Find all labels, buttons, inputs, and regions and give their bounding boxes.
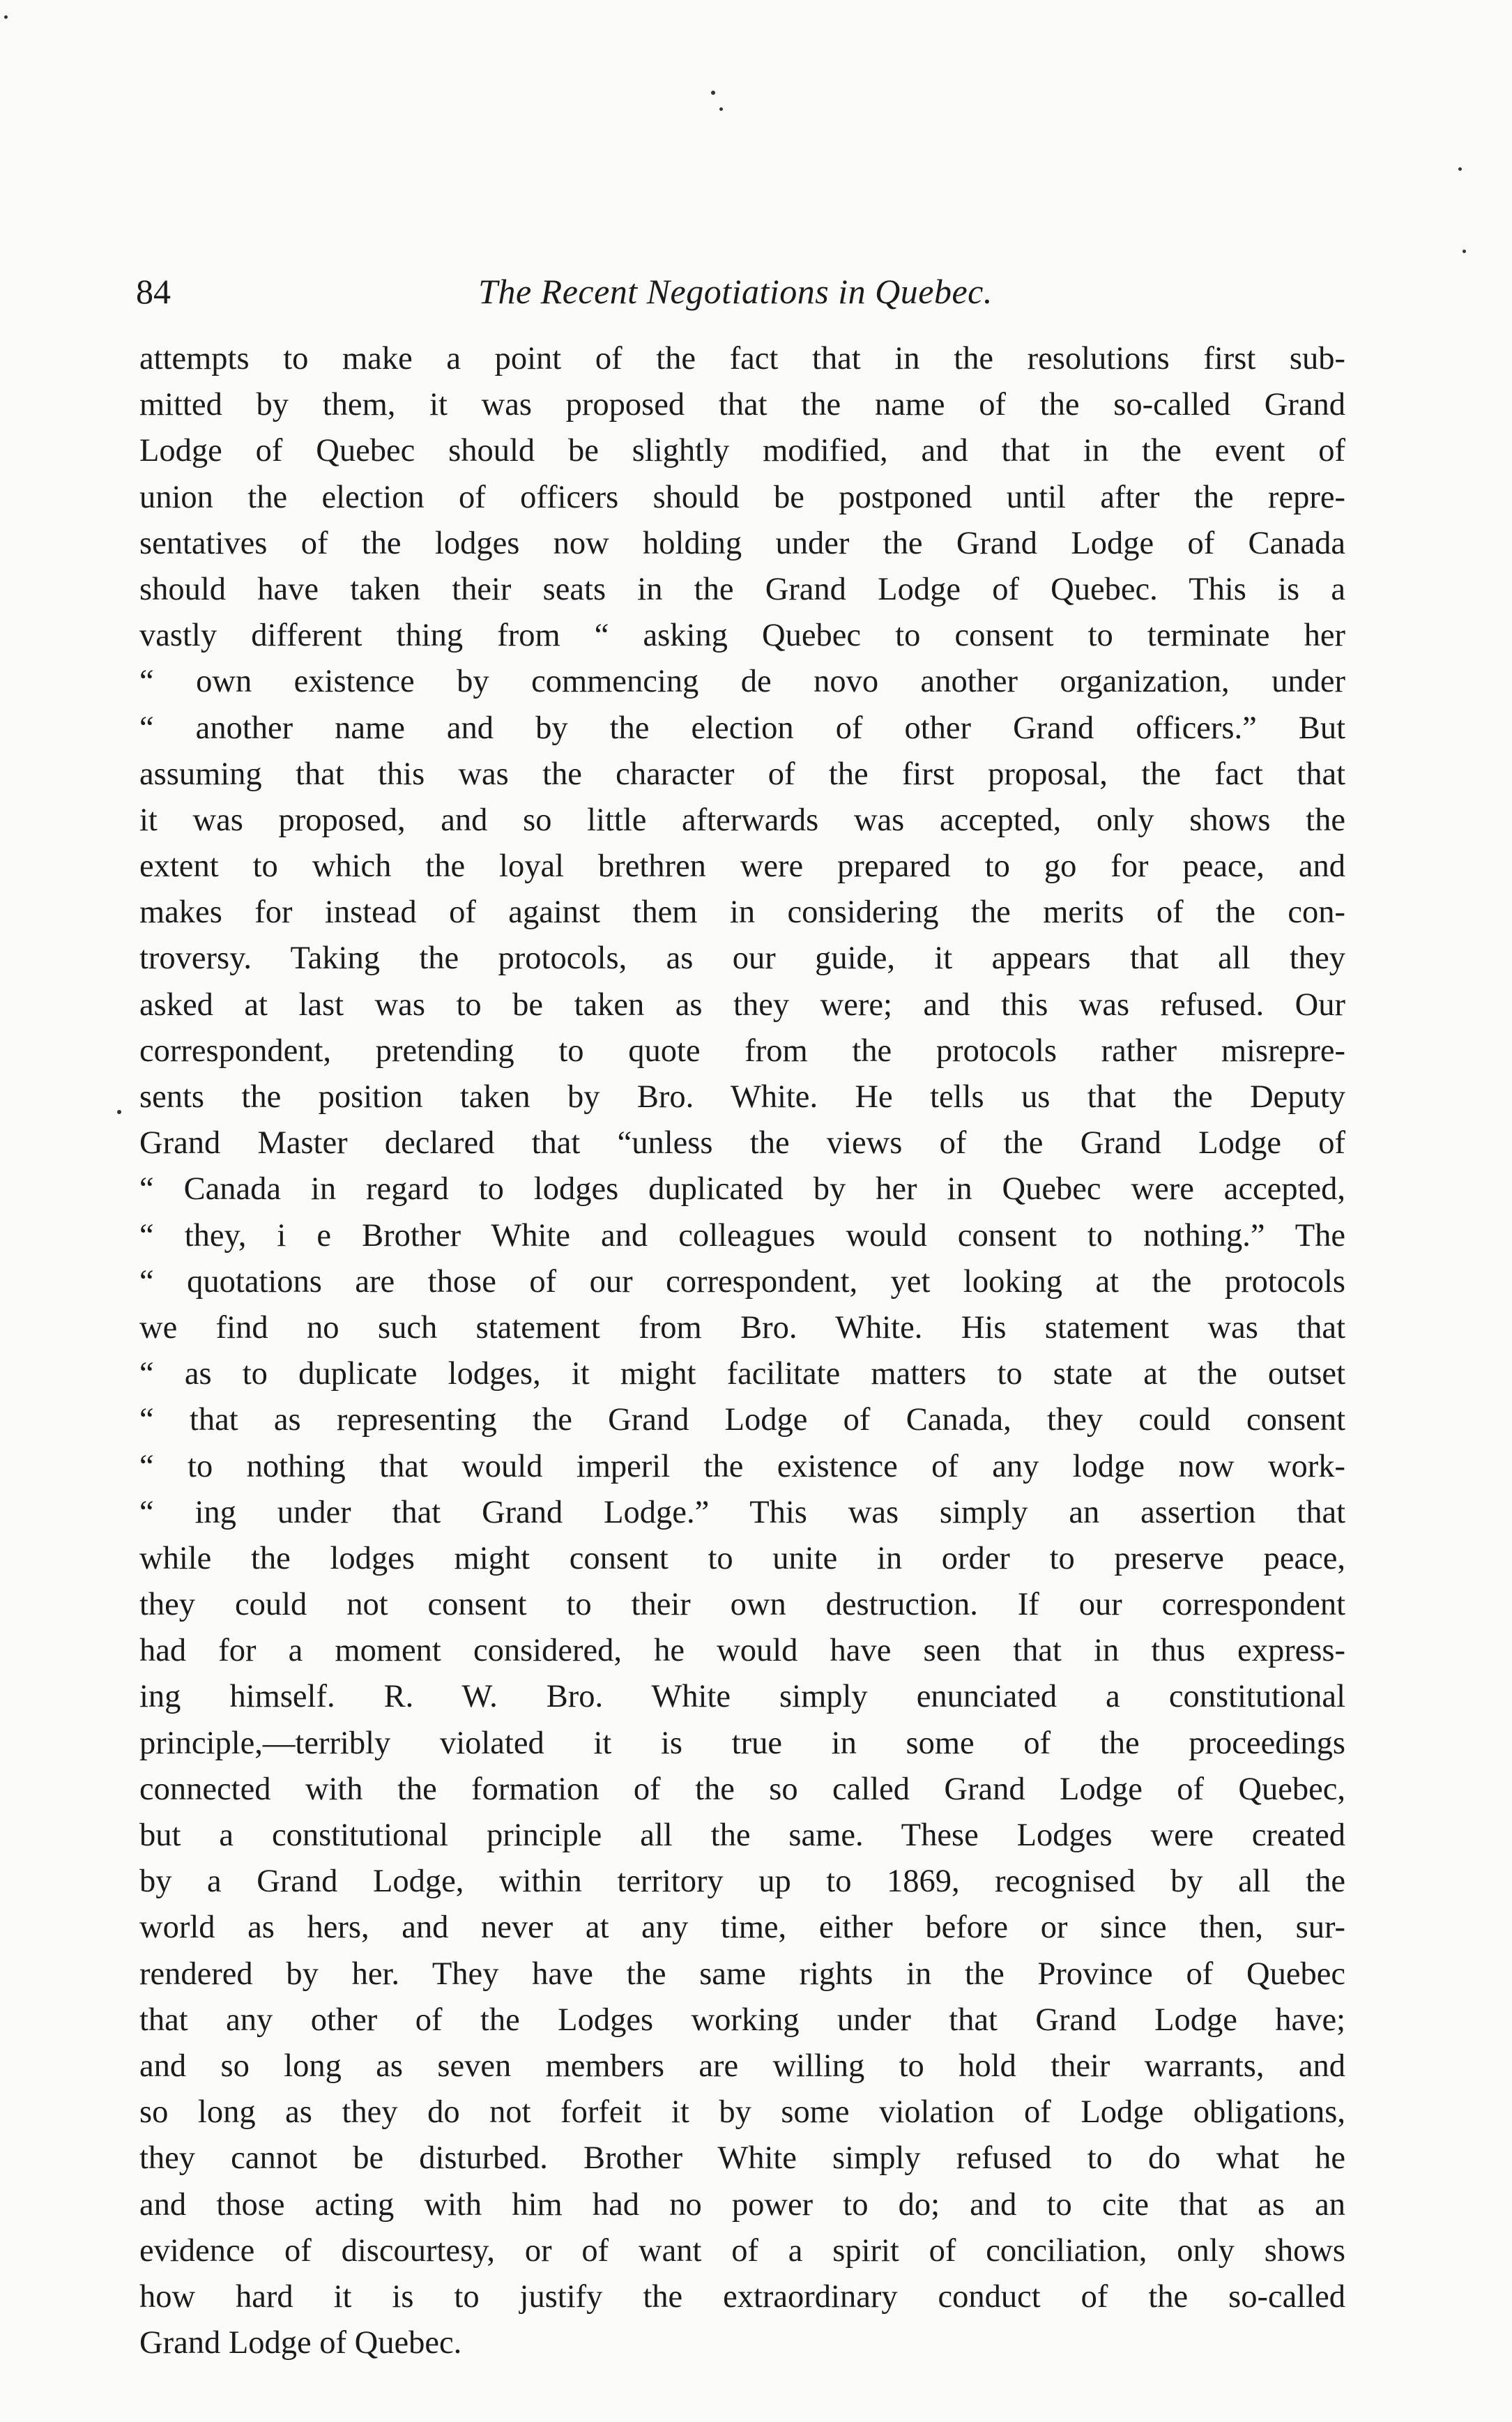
body-text [139, 336, 1345, 2366]
text-line: “ to nothing that would imperil the existence of any lodge now work- [139, 1448, 1345, 1484]
text-line: so long as they do not forfeit it by some violation of Lodge obligations, [139, 2094, 1345, 2131]
running-title: The Recent Negotiations in Quebec. [478, 272, 993, 311]
text-line: how hard it is to justify the extraordinary conduct of the so-called [139, 2278, 1345, 2315]
text-line: attempts to make a point of the fact that in the resolutions first sub- [139, 341, 1345, 376]
text-line: Lodge of Quebec should be slightly modified, and that in the event of [139, 433, 1345, 469]
text-line: mitted by them, it was proposed that the name of the so-called Grand [139, 387, 1345, 423]
ink-speck [719, 107, 723, 111]
text-line: union the election of officers should be postponed until after the repre- [139, 479, 1345, 515]
text-line: rendered by her. They have the same rights in the Province of Quebec [139, 1956, 1345, 1992]
text-line: sentatives of the lodges now holding under the Grand Lodge of Canada [139, 525, 1345, 561]
text-line: “ own existence by commencing de novo another organization, under [139, 664, 1345, 700]
text-line: Grand Lodge of Quebec. [139, 2325, 462, 2361]
ink-speck [1458, 167, 1462, 171]
text-line: and so long as seven members are willing to hold their warrants, and [139, 2048, 1345, 2084]
text-line: world as hers, and never at any time, either before or since then, sur- [139, 1910, 1345, 1946]
ink-speck [4, 15, 8, 19]
text-line: had for a moment considered, he would have seen that in thus express- [139, 1633, 1345, 1669]
text-line: they could not consent to their own destruction. If our correspondent [139, 1587, 1345, 1623]
text-line: makes for instead of against them in considering the merits of the con- [139, 894, 1345, 931]
text-line: that any other of the Lodges working under that Grand Lodge have; [139, 2002, 1345, 2038]
text-line: they cannot be disturbed. Brother White simply refused to do what he [139, 2140, 1345, 2177]
text-line: vastly different thing from “ asking Quebec to consent to terminate her [139, 618, 1345, 654]
text-line: “ that as representing the Grand Lodge of Canada, they could consent [139, 1402, 1345, 1438]
text-line: “ ing under that Grand Lodge.” This was simply an assertion that [139, 1494, 1345, 1530]
text-line: extent to which the loyal brethren were prepared to go for peace, and [139, 848, 1345, 885]
text-line: we find no such statement from Bro. White. His statement was that [139, 1309, 1345, 1346]
page-header [136, 264, 1335, 319]
text-line: should have taken their seats in the Grand Lodge of Quebec. This is a [139, 571, 1345, 607]
page-number: 84 [136, 272, 171, 311]
ink-speck [1463, 250, 1466, 253]
text-line: connected with the formation of the so called Grand Lodge of Quebec, [139, 1771, 1345, 1807]
ink-speck [711, 91, 715, 95]
text-line: by a Grand Lodge, within territory up to 1869, recognised by all the [139, 1864, 1345, 1900]
text-line: and those acting with him had no power to do; and to cite that as an [139, 2186, 1345, 2223]
text-line: assuming that this was the character of the first proposal, the fact that [139, 756, 1345, 792]
text-line: troversy. Taking the protocols, as our guide, it appears that all they [139, 940, 1345, 977]
text-line: correspondent, pretending to quote from the protocols rather misrepre- [139, 1033, 1345, 1069]
text-line: “ Canada in regard to lodges duplicated by her in Quebec were accepted, [139, 1171, 1345, 1208]
text-line: “ another name and by the election of other Grand officers.” But [139, 710, 1345, 746]
text-line: while the lodges might consent to unite in order to preserve peace, [139, 1540, 1345, 1576]
text-line: sents the position taken by Bro. White. He tells us that the Deputy [139, 1079, 1345, 1115]
text-line: asked at last was to be taken as they were; and this was refused. Our [139, 987, 1345, 1023]
text-line: principle,—terribly violated it is true in some of the proceedings [139, 1725, 1345, 1761]
text-line: “ they, i e Brother White and colleagues would consent to nothing.” The [139, 1217, 1345, 1254]
ink-speck [117, 1110, 121, 1114]
text-line: it was proposed, and so little afterwards was accepted, only shows the [139, 802, 1345, 838]
text-line: “ as to duplicate lodges, it might facilitate matters to state at the outset [139, 1356, 1345, 1392]
text-line: evidence of discourtesy, or of want of a spirit of conciliation, only shows [139, 2232, 1345, 2269]
text-line: ing himself. R. W. Bro. White simply enunciated a constitutional [139, 1679, 1345, 1715]
text-line: but a constitutional principle all the same. These Lodges were created [139, 1818, 1345, 1853]
text-line: “ quotations are those of our correspondent, yet looking at the protocols [139, 1263, 1345, 1300]
text-line: Grand Master declared that “unless the views of the Grand Lodge of [139, 1125, 1345, 1162]
